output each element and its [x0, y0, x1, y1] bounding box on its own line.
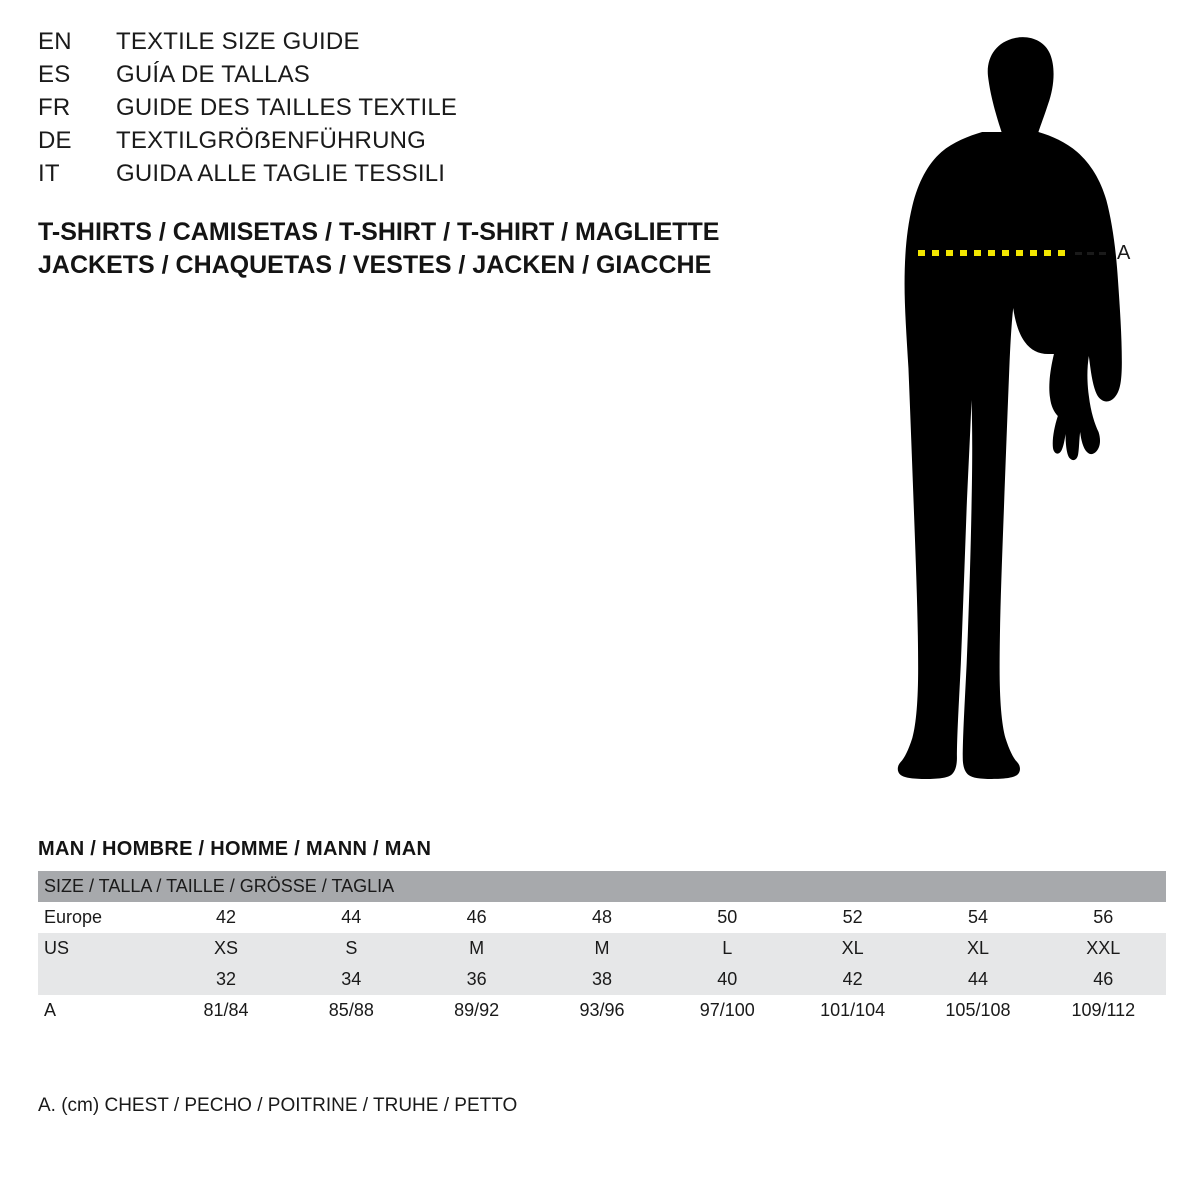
table-cell: 48: [539, 902, 664, 933]
table-cell: 105/108: [915, 995, 1040, 1026]
language-row: [38, 94, 738, 127]
table-row: [38, 902, 1166, 933]
table-cell: XL: [790, 933, 915, 964]
table-row: [38, 933, 1166, 964]
table-cell: 54: [915, 902, 1040, 933]
language-code: IT: [38, 160, 60, 187]
table-row-header: [38, 871, 1166, 902]
language-title: GUIDE DES TAILLES TEXTILE: [116, 94, 458, 121]
silhouette-icon: [820, 20, 1180, 790]
table-cell: L: [665, 933, 790, 964]
table-cell: 42: [163, 902, 288, 933]
row-label: A: [38, 995, 163, 1026]
measure-leader-line: [1075, 252, 1111, 255]
table-cell: 34: [289, 964, 414, 995]
table-group-heading: MAN / HOMBRE / HOMME / MANN / MAN: [38, 838, 432, 860]
table-cell: 101/104: [790, 995, 915, 1026]
table-cell: 36: [414, 964, 539, 995]
table-cell: 32: [163, 964, 288, 995]
table-cell: 109/112: [1041, 995, 1166, 1026]
size-table-section: [38, 838, 1166, 1026]
table-row: [38, 964, 1166, 995]
table-cell: 97/100: [665, 995, 790, 1026]
row-label: Europe: [38, 902, 163, 933]
table-cell: XXL: [1041, 933, 1166, 964]
table-cell: M: [539, 933, 664, 964]
language-code: ES: [38, 61, 71, 88]
size-table: [38, 871, 1166, 1026]
row-label: US: [38, 933, 163, 964]
table-cell: XL: [915, 933, 1040, 964]
language-row: [38, 28, 738, 61]
chest-footnote: A. (cm) CHEST / PECHO / POITRINE / TRUHE / PETTO: [38, 1095, 518, 1116]
language-title: GUIDA ALLE TAGLIE TESSILI: [116, 160, 446, 187]
language-title: GUÍA DE TALLAS: [116, 61, 310, 88]
size-header-cell: SIZE / TALLA / TAILLE / GRÖSSE / TAGLIA: [38, 871, 1166, 902]
language-row: [38, 127, 738, 160]
table-cell: 40: [665, 964, 790, 995]
table-cell: 85/88: [289, 995, 414, 1026]
table-cell: 44: [915, 964, 1040, 995]
table-cell: 38: [539, 964, 664, 995]
garment-category-tshirts: T-SHIRTS / CAMISETAS / T-SHIRT / T-SHIRT / MAGLIETTE: [38, 218, 720, 246]
language-row: [38, 61, 738, 94]
garment-category-block: [38, 216, 798, 282]
language-title: TEXTILE SIZE GUIDE: [116, 28, 360, 55]
table-row: [38, 995, 1166, 1026]
table-cell: 46: [414, 902, 539, 933]
table-cell: S: [289, 933, 414, 964]
table-cell: 50: [665, 902, 790, 933]
table-cell: 89/92: [414, 995, 539, 1026]
language-title-block: [38, 28, 738, 193]
table-cell: 46: [1041, 964, 1166, 995]
language-title: TEXTILGRÖẞENFÜHRUNG: [116, 127, 427, 154]
table-cell: 52: [790, 902, 915, 933]
table-cell: XS: [163, 933, 288, 964]
garment-category-jackets: JACKETS / CHAQUETAS / VESTES / JACKEN / GIACCHE: [38, 251, 712, 279]
table-cell: 56: [1041, 902, 1166, 933]
language-code: EN: [38, 28, 72, 55]
language-row: [38, 160, 738, 193]
language-code: DE: [38, 127, 72, 154]
male-silhouette-figure: [820, 20, 1180, 790]
table-cell: 93/96: [539, 995, 664, 1026]
table-cell: 44: [289, 902, 414, 933]
table-cell: M: [414, 933, 539, 964]
table-cell: 42: [790, 964, 915, 995]
table-cell: 81/84: [163, 995, 288, 1026]
language-code: FR: [38, 94, 71, 121]
measure-label-a: A: [1117, 242, 1131, 264]
row-label: [38, 964, 163, 995]
